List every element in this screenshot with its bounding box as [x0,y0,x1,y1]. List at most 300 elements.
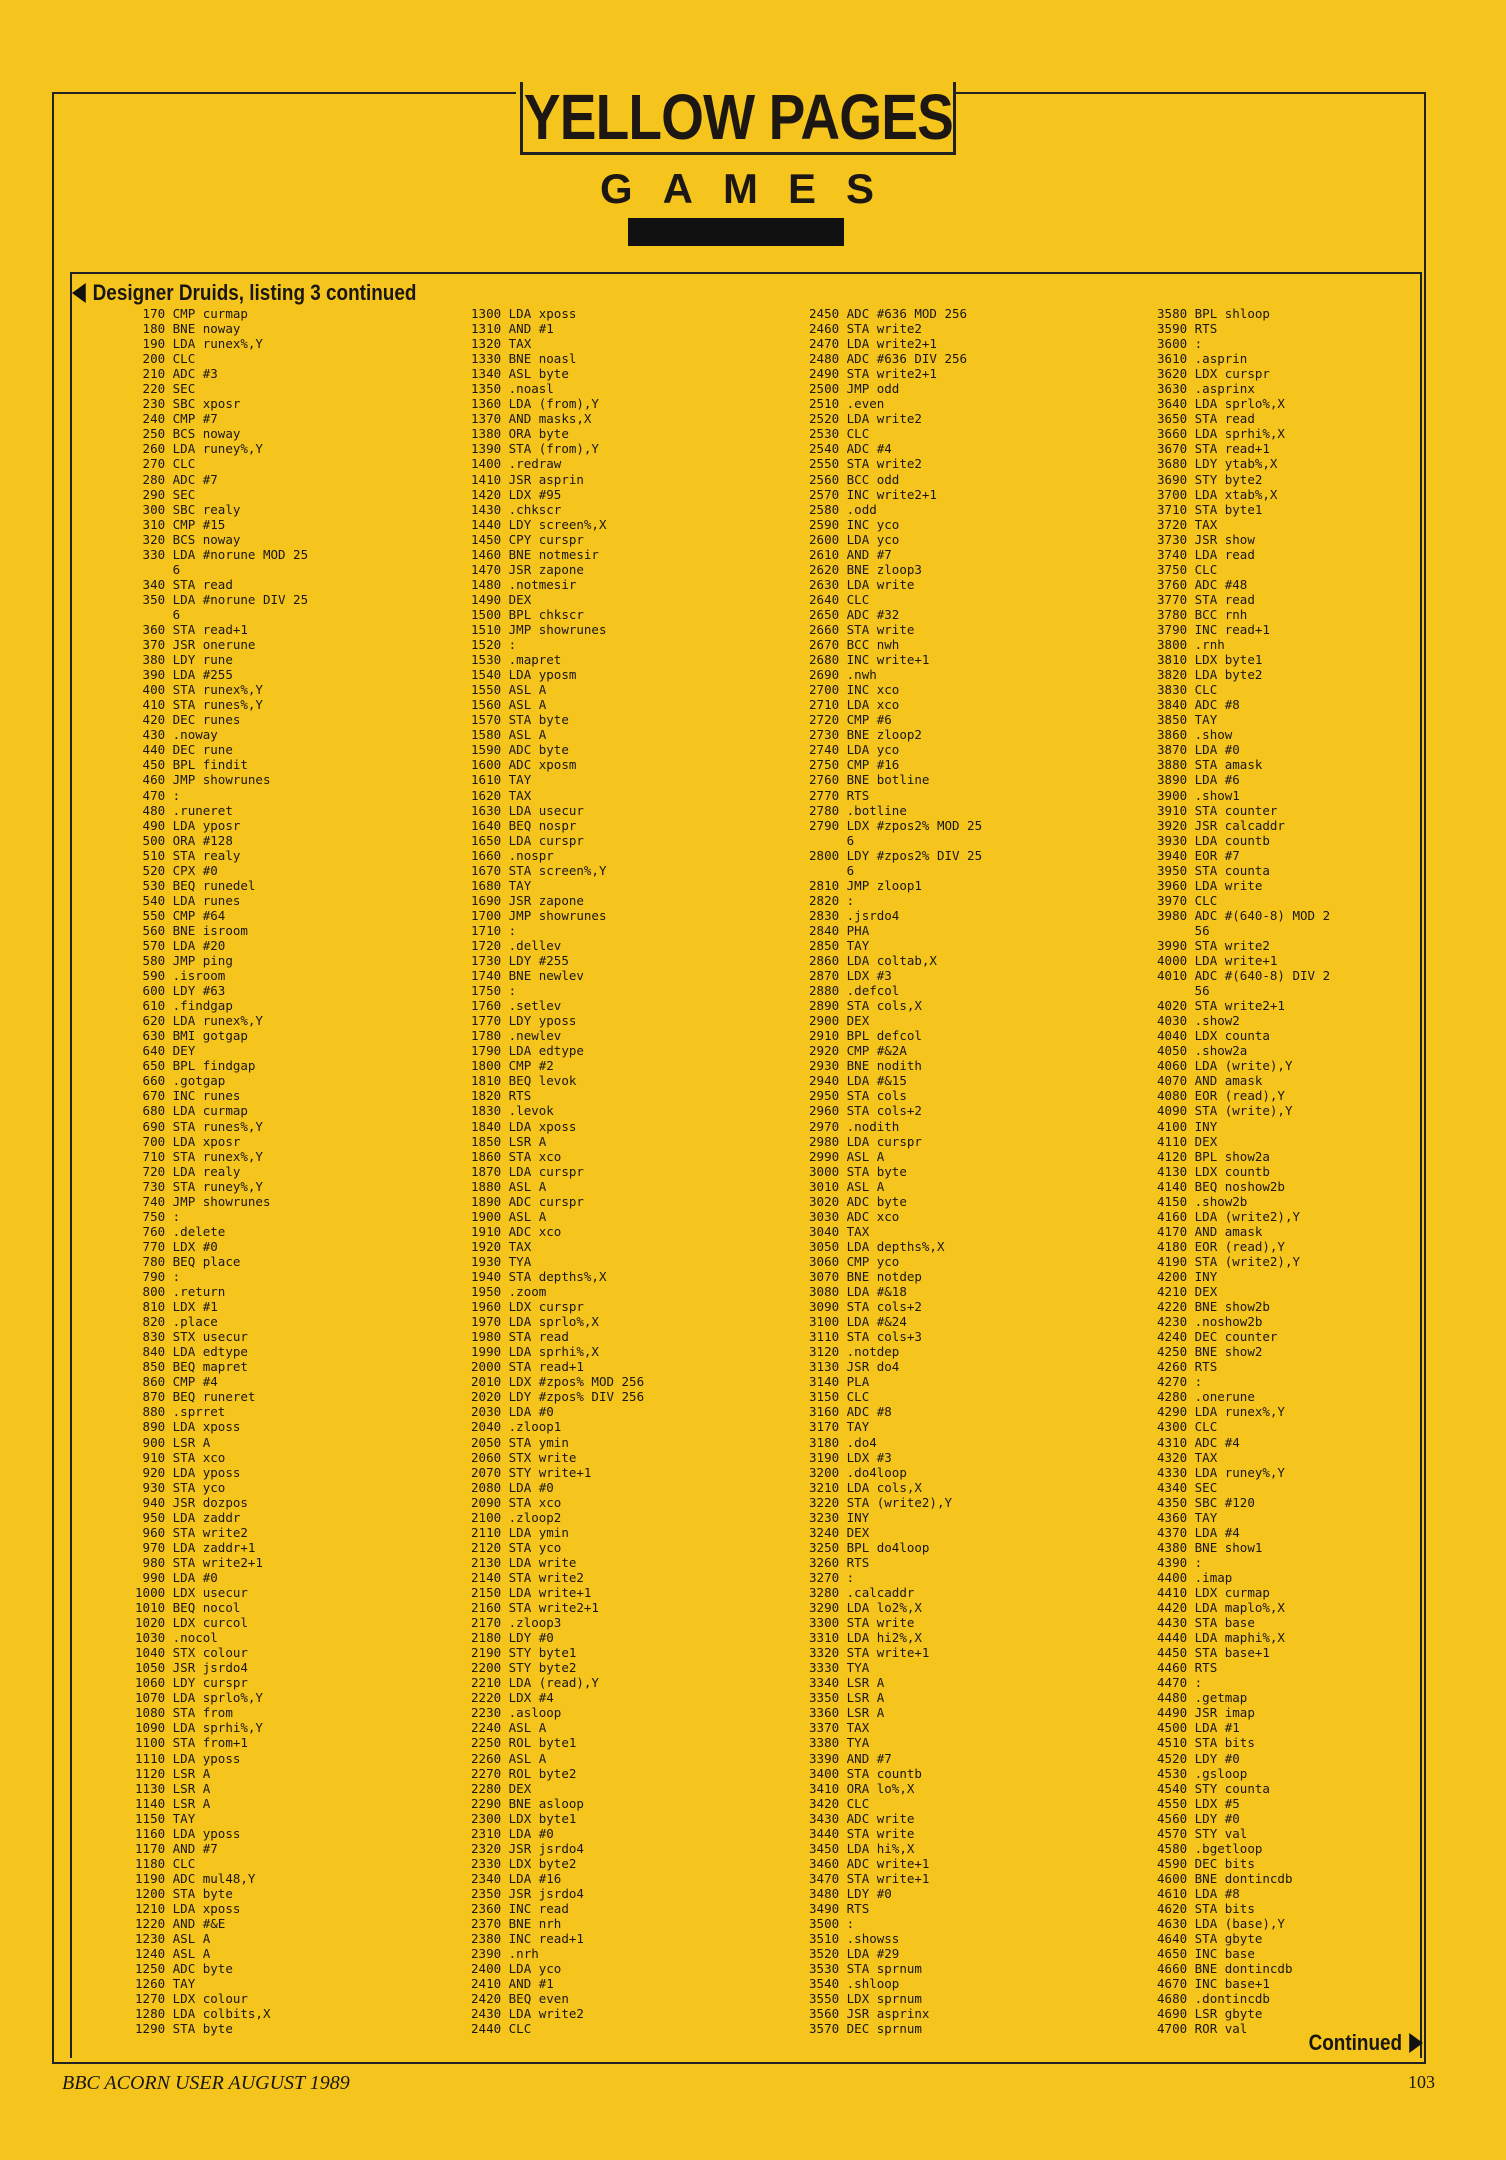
code-line [126,1254,466,1269]
code-line [1148,321,1488,336]
line-code: BEQ noshow2b [1194,1178,1285,1194]
line-code: LSR A [846,1690,885,1706]
code-line [800,1976,1140,1991]
code-line [800,1826,1140,1841]
line-number: 2650 [809,606,840,622]
code-line [1148,1254,1488,1269]
line-code: CLC [846,1795,870,1811]
line-number: 1400 [471,456,502,472]
line-code: .gotgap [172,1073,226,1089]
line-code: CMP #7 [172,411,218,427]
code-line [1148,1058,1488,1073]
line-code: LDA #29 [846,1946,900,1962]
line-code: STX usecur [172,1329,248,1345]
line-number: 4160 [1157,1208,1188,1224]
line-code: LDA runes [172,892,241,908]
code-line [126,592,466,607]
line-number: 2480 [809,351,840,367]
line-number: 1900 [471,1208,502,1224]
line-code: DEC bits [1194,1855,1255,1871]
line-code: .show2a [1194,1043,1248,1059]
line-number: 2660 [809,621,840,637]
masthead-title: YELLOW PAGES [523,81,953,153]
code-line [1148,893,1488,908]
line-code: .newlev [508,1028,562,1044]
line-code: TYA [508,1253,532,1269]
line-code: LDX #4 [508,1690,554,1706]
code-line [800,441,1140,456]
line-code: ASL A [508,1720,547,1736]
line-code: LSR A [172,1765,211,1781]
line-code: DEX [1194,1284,1218,1300]
line-code: LDA #255 [172,667,233,683]
line-number: 3130 [809,1359,840,1375]
line-code: ADC mul48,Y [172,1870,256,1886]
code-line [126,923,466,938]
line-number: 4580 [1157,1840,1188,1856]
line-code: LDA write [846,576,915,592]
line-code: .defcol [846,983,900,999]
line-number: 2250 [471,1735,502,1751]
code-line [800,532,1140,547]
line-number: 3830 [1157,682,1188,698]
line-number: 3490 [809,1900,840,1916]
line-code: DEX [1194,1133,1218,1149]
line-number: 740 [142,1193,166,1209]
line-code: STA sprnum [846,1961,922,1977]
line-number: 1210 [135,1900,166,1916]
line-number: 910 [142,1449,166,1465]
code-line [462,908,802,923]
line-code: SEC [1194,1479,1218,1495]
line-code: ADC xco [508,1223,562,1239]
line-code: STA (write2),Y [846,1494,952,1510]
line-number: 1060 [135,1675,166,1691]
line-number: 1260 [135,1976,166,1992]
line-code: STA counter [1194,802,1278,818]
line-number: 1620 [471,787,502,803]
code-line [800,1450,1140,1465]
code-line [126,1991,466,2006]
line-number: 3290 [809,1600,840,1616]
code-line [1148,1224,1488,1239]
line-code: LDA lo2%,X [846,1600,922,1616]
code-line [1148,968,1488,983]
line-code: LDA edtype [172,1344,248,1360]
line-code: STA depths%,X [508,1269,607,1284]
line-code: AND #7 [846,546,892,562]
line-code: STA from+1 [172,1735,248,1751]
line-number: 830 [142,1329,166,1345]
code-line [800,637,1140,652]
code-line [1148,1043,1488,1058]
line-code: LDX #zpos% MOD 256 [508,1374,645,1390]
code-line [1148,607,1488,622]
code-line [126,1450,466,1465]
line-code: TAX [508,787,532,803]
line-code: .zloop2 [508,1509,562,1525]
code-line [1148,1781,1488,1796]
line-code: ROR val [1194,2021,1248,2036]
line-number: 270 [142,456,166,472]
line-number: 4550 [1157,1795,1188,1811]
code-line [126,622,466,637]
line-code: ADC byte [172,1961,233,1977]
line-code: RTS [1194,321,1218,337]
line-code: RTS [1194,1359,1218,1375]
line-number: 3060 [809,1253,840,1269]
code-line [126,1585,466,1600]
line-number: 310 [142,516,166,532]
code-line [462,1329,802,1344]
line-code: ORA #128 [172,832,233,848]
line-number: 380 [142,652,166,668]
code-line [126,757,466,772]
line-number: 220 [142,381,166,397]
code-line [126,1781,466,1796]
line-number: 3270 [809,1569,840,1585]
code-line [462,788,802,803]
line-number: 2890 [809,998,840,1014]
line-number: 2270 [471,1765,502,1781]
line-code: STA read [172,576,233,592]
code-line [1148,923,1488,938]
line-code: LDA curspr [508,832,584,848]
line-number: 3230 [809,1509,840,1525]
line-code: .dellev [508,937,562,953]
line-code: LDA curspr [508,1163,584,1179]
line-code: BPL findit [172,757,248,773]
code-line [462,848,802,863]
line-code: BNE notmesir [508,546,599,562]
line-number: 4450 [1157,1645,1188,1661]
line-code: LDX curspr [508,1299,584,1315]
line-number: 3540 [809,1976,840,1992]
line-code: .delete [172,1223,226,1239]
line-code: CMP #4 [172,1374,218,1390]
code-line [1148,1811,1488,1826]
line-number: 790 [142,1269,166,1284]
code-line [1148,1299,1488,1314]
line-code: .asloop [508,1705,562,1721]
line-code: .nrh [508,1946,539,1962]
line-number: 950 [142,1509,166,1525]
line-code: CMP #64 [172,907,226,923]
line-code: .findgap [172,998,233,1014]
code-line [800,1720,1140,1735]
line-code: STA byte1 [1194,501,1263,517]
line-number: 1530 [471,652,502,668]
line-number: 2500 [809,381,840,397]
code-line [800,1465,1140,1480]
line-number: 630 [142,1028,166,1044]
line-code: ROL byte1 [508,1735,577,1751]
code-line [462,1404,802,1419]
line-number: 1720 [471,937,502,953]
code-line [126,306,466,321]
line-number: 1950 [471,1284,502,1300]
line-code: LDA yposr [172,817,241,833]
code-line [800,622,1140,637]
line-number: 4080 [1157,1088,1188,1104]
code-line [800,336,1140,351]
line-number: 1070 [135,1690,166,1706]
line-code: .asprin [1194,351,1248,367]
line-number: 2020 [471,1389,502,1405]
line-code: BNE nodith [846,1058,922,1074]
line-code: LDA write [1194,877,1263,893]
line-code: TAY [508,877,532,893]
line-number: 3630 [1157,381,1188,397]
line-number: 960 [142,1524,166,1540]
code-line [1148,1540,1488,1555]
line-number: 4000 [1157,953,1188,969]
code-line [462,818,802,833]
code-line [462,757,802,772]
line-code: .place [172,1314,218,1330]
line-number: 3790 [1157,621,1188,637]
line-code: .bgetloop [1194,1840,1263,1856]
code-line [800,908,1140,923]
code-line [462,1450,802,1465]
line-number: 3740 [1157,546,1188,562]
code-line [126,1239,466,1254]
line-code: STA cols [846,1088,907,1104]
line-number: 3110 [809,1329,840,1345]
line-number: 3220 [809,1494,840,1510]
line-code: 6 [846,862,855,878]
code-line [1148,682,1488,697]
line-number: 2560 [809,471,840,487]
line-code: STA amask [1194,757,1263,773]
line-code: ASL A [508,1208,547,1224]
line-code: .sprret [172,1404,226,1420]
line-code: TAX [846,1223,870,1239]
code-line [1148,562,1488,577]
line-code: ROL byte2 [508,1765,577,1781]
line-code: SEC [172,381,196,397]
line-number: 4020 [1157,998,1188,1014]
line-code: PLA [846,1374,870,1390]
line-code: DEC counter [1194,1329,1278,1345]
line-number: 530 [142,877,166,893]
line-code: LDA write+1 [508,1584,592,1600]
line-number: 3090 [809,1299,840,1315]
line-code: 6 [172,606,181,622]
line-number: 4360 [1157,1509,1188,1525]
line-number: 4620 [1157,1900,1188,1916]
line-code: LDX #5 [1194,1795,1240,1811]
line-number: 2670 [809,637,840,653]
line-number: 3640 [1157,396,1188,412]
code-line [1148,1088,1488,1103]
code-line [126,1194,466,1209]
line-number: 700 [142,1133,166,1149]
code-line [800,1239,1140,1254]
line-number: 1630 [471,802,502,818]
code-line [126,1164,466,1179]
line-code: RTS [1194,1660,1218,1676]
line-code: BEQ nocol [172,1600,241,1616]
line-number: 2910 [809,1028,840,1044]
code-line [1148,712,1488,727]
line-code: JSR do4 [846,1359,900,1375]
line-code: STA runey%,Y [172,1178,263,1194]
code-line [126,682,466,697]
line-number: 3900 [1157,787,1188,803]
code-line [800,1209,1140,1224]
line-number: 3510 [809,1931,840,1947]
line-code: TAX [1194,516,1218,532]
line-code: STA read+1 [508,1359,584,1375]
line-number: 3120 [809,1344,840,1360]
line-code: : [172,1269,181,1284]
line-number: 1710 [471,922,502,938]
line-code: LDX curmap [1194,1584,1270,1600]
code-line [1148,1119,1488,1134]
line-code: STA write2+1 [1194,998,1285,1014]
line-number: 1640 [471,817,502,833]
line-number: 3940 [1157,847,1188,863]
code-column-3 [800,306,1140,2036]
code-column-2 [462,306,802,2036]
code-column-4 [1148,306,1488,2036]
code-line [1148,411,1488,426]
line-code: LDY #0 [1194,1810,1240,1826]
line-code: STA runex%,Y [172,1148,263,1164]
line-number: 1780 [471,1028,502,1044]
line-number: 3450 [809,1840,840,1856]
line-code: LDY #63 [172,983,226,999]
line-number: 2870 [809,968,840,984]
line-code: .do4 [846,1434,877,1450]
code-line [462,1073,802,1088]
code-line [462,637,802,652]
line-code: BEQ runeret [172,1389,256,1405]
line-number: 2030 [471,1404,502,1420]
page-frame-left [52,92,54,2064]
line-code: CMP #2 [508,1058,554,1074]
line-number: 370 [142,637,166,653]
line-number: 2320 [471,1840,502,1856]
line-number: 3080 [809,1284,840,1300]
code-line [126,1735,466,1750]
line-code: STA cols+2 [846,1103,922,1119]
code-line [126,321,466,336]
code-line [462,1435,802,1450]
line-number: 4340 [1157,1479,1188,1495]
code-line [1148,592,1488,607]
code-line [462,1645,802,1660]
line-code: ASL A [508,1750,547,1766]
code-line [126,637,466,652]
line-code: .onerune [1194,1389,1255,1405]
code-line [800,1871,1140,1886]
line-number: 1680 [471,877,502,893]
code-line [462,1013,802,1028]
line-code: .nocol [172,1630,218,1646]
line-number: 4600 [1157,1870,1188,1886]
line-number: 640 [142,1043,166,1059]
code-line [1148,1073,1488,1088]
line-code: CLC [508,2021,532,2036]
line-number: 3480 [809,1885,840,1901]
code-line [800,1149,1140,1164]
line-code: LDY #255 [508,953,569,969]
code-line [126,893,466,908]
line-number: 2360 [471,1900,502,1916]
line-number: 2140 [471,1569,502,1585]
line-number: 840 [142,1344,166,1360]
line-number: 3310 [809,1630,840,1646]
line-number: 1370 [471,411,502,427]
line-number: 3950 [1157,862,1188,878]
code-line [800,1525,1140,1540]
line-code: BEQ runedel [172,877,256,893]
masthead [520,82,956,155]
line-code: STX write [508,1449,577,1465]
line-number: 4350 [1157,1494,1188,1510]
code-line [800,1329,1140,1344]
line-number: 3800 [1157,637,1188,653]
code-line [462,803,802,818]
line-number: 2340 [471,1870,502,1886]
line-number: 4120 [1157,1148,1188,1164]
line-number: 1080 [135,1705,166,1721]
line-code: STA runex%,Y [172,682,263,698]
line-code: LDA sprlo%,X [508,1314,599,1330]
code-line [126,456,466,471]
line-code: LSR A [846,1675,885,1691]
line-number: 3840 [1157,697,1188,713]
code-line [800,1751,1140,1766]
code-line [1148,667,1488,682]
line-code: LDA write2+1 [846,336,937,352]
code-line [800,381,1140,396]
code-line [1148,1179,1488,1194]
line-code: ASL byte [508,366,569,382]
line-number: 2930 [809,1058,840,1074]
code-line [126,1555,466,1570]
line-code: STA cols,X [846,998,922,1014]
line-number: 3150 [809,1389,840,1405]
line-code: STX colour [172,1645,248,1661]
code-line [462,1856,802,1871]
line-number: 2570 [809,486,840,502]
line-code: AND #&E [172,1916,226,1932]
line-code: BNE noasl [508,351,577,367]
line-code: JSR dozpos [172,1494,248,1510]
line-number: 1550 [471,682,502,698]
code-line [800,1735,1140,1750]
code-line [462,833,802,848]
line-code: DEX [508,591,532,607]
line-code: RTS [846,1900,870,1916]
code-line [800,577,1140,592]
line-number: 1030 [135,1630,166,1646]
code-line [462,1525,802,1540]
line-number: 3700 [1157,486,1188,502]
line-number: 3810 [1157,652,1188,668]
code-line [462,1705,802,1720]
code-line [462,1690,802,1705]
line-code: .isroom [172,968,226,984]
code-line [462,547,802,562]
line-code: STA runes%,Y [172,697,263,713]
line-code: STA write+1 [846,1870,930,1886]
code-line [1148,1751,1488,1766]
line-code: ASL A [846,1178,885,1194]
